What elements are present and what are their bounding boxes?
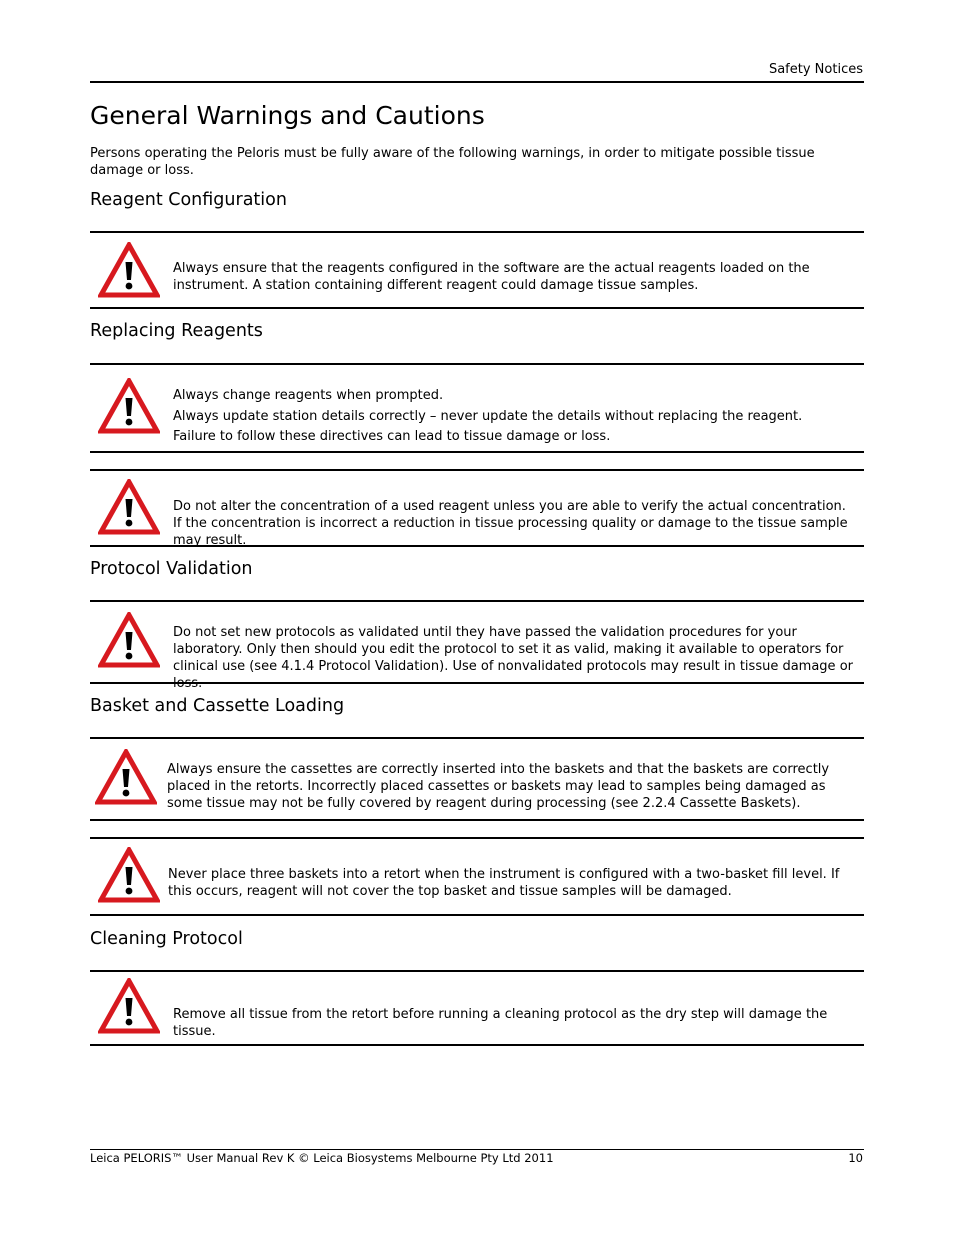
intro-paragraph: Persons operating the Peloris must be fully aware of the following warnings, in order to mitigate possible tissue damage or loss. (90, 146, 815, 178)
section-heading-protocol-validation: Protocol Validation (90, 559, 253, 579)
warning-box-reagent-concentration (90, 469, 864, 547)
warning-triangle-icon (98, 978, 160, 1034)
warning-text (173, 386, 856, 448)
section-heading-cleaning-protocol: Cleaning Protocol (90, 929, 243, 949)
page-number: 10 (848, 1151, 863, 1165)
warning-line: Do not alter the concentration of a used reagent unless you are able to verify the actual concentration. If the concentration is incorrect a reduction in tissue processing quality or damage to the tissue sample may result. (173, 499, 848, 548)
warning-text (168, 866, 856, 900)
warning-line: Do not set new protocols as validated until they have passed the validation procedures for your laboratory. Only then should you edit the protocol to set it as valid, making it available to operators for clinical use (see 4.1.4 Protocol Validation). Use of nonvalidated protocols may result in tissue damage or loss. (173, 625, 853, 691)
warning-triangle-icon (95, 749, 157, 805)
footer-copyright: Leica PELORIS™ User Manual Rev K © Leica Biosystems Melbourne Pty Ltd 2011 (90, 1151, 554, 1165)
warning-box-basket-fill-level (90, 837, 864, 916)
warning-box-reagent-configuration (90, 231, 864, 309)
warning-text (167, 761, 858, 812)
warning-text (173, 1006, 856, 1040)
warning-line: Always update station details correctly – never update the details without replacing the reagent. (173, 408, 803, 424)
warning-line: Remove all tissue from the retort before running a cleaning protocol as the dry step will damage the tissue. (173, 1007, 828, 1039)
warning-triangle-icon (98, 479, 160, 535)
warning-triangle-icon (98, 612, 160, 668)
footer-divider (90, 1149, 864, 1150)
page-title: General Warnings and Cautions (90, 101, 485, 130)
warning-box-protocol-validation (90, 600, 864, 691)
warning-text (173, 260, 856, 294)
warning-line: Always ensure the cassettes are correctly inserted into the baskets and that the baskets are correctly placed in the retorts. Incorrectly placed cassettes or baskets may lead to samples being damaged as some tissue may not be fully covered by reagent during processing (see 2.2.4 Cassette Baskets). (167, 762, 830, 811)
warning-line: Always change reagents when prompted. (173, 388, 444, 403)
warning-text (173, 624, 856, 692)
warning-line: Never place three baskets into a retort when the instrument is configured with a two-basket fill level. If this occurs, reagent will not cover the top basket and tissue samples will be damaged. (168, 867, 840, 899)
header-divider (90, 81, 864, 83)
warning-line: Always ensure that the reagents configured in the software are the actual reagents loaded on the instrument. A station containing different reagent could damage tissue samples. (173, 261, 810, 293)
warning-triangle-icon (98, 242, 160, 298)
warning-box-cassette-insertion (90, 737, 864, 821)
running-header: Safety Notices (768, 62, 863, 77)
section-heading-replacing-reagents: Replacing Reagents (90, 321, 263, 341)
section-heading-reagent-configuration: Reagent Configuration (90, 190, 287, 210)
section-heading-basket-cassette-loading: Basket and Cassette Loading (90, 696, 345, 716)
warning-box-change-reagents (90, 363, 864, 453)
warning-triangle-icon (98, 847, 160, 903)
warning-triangle-icon (98, 378, 160, 434)
warning-line: Failure to follow these directives can lead to tissue damage or loss. (173, 429, 611, 444)
warning-text (173, 498, 856, 549)
warning-box-cleaning-protocol (90, 970, 864, 1046)
